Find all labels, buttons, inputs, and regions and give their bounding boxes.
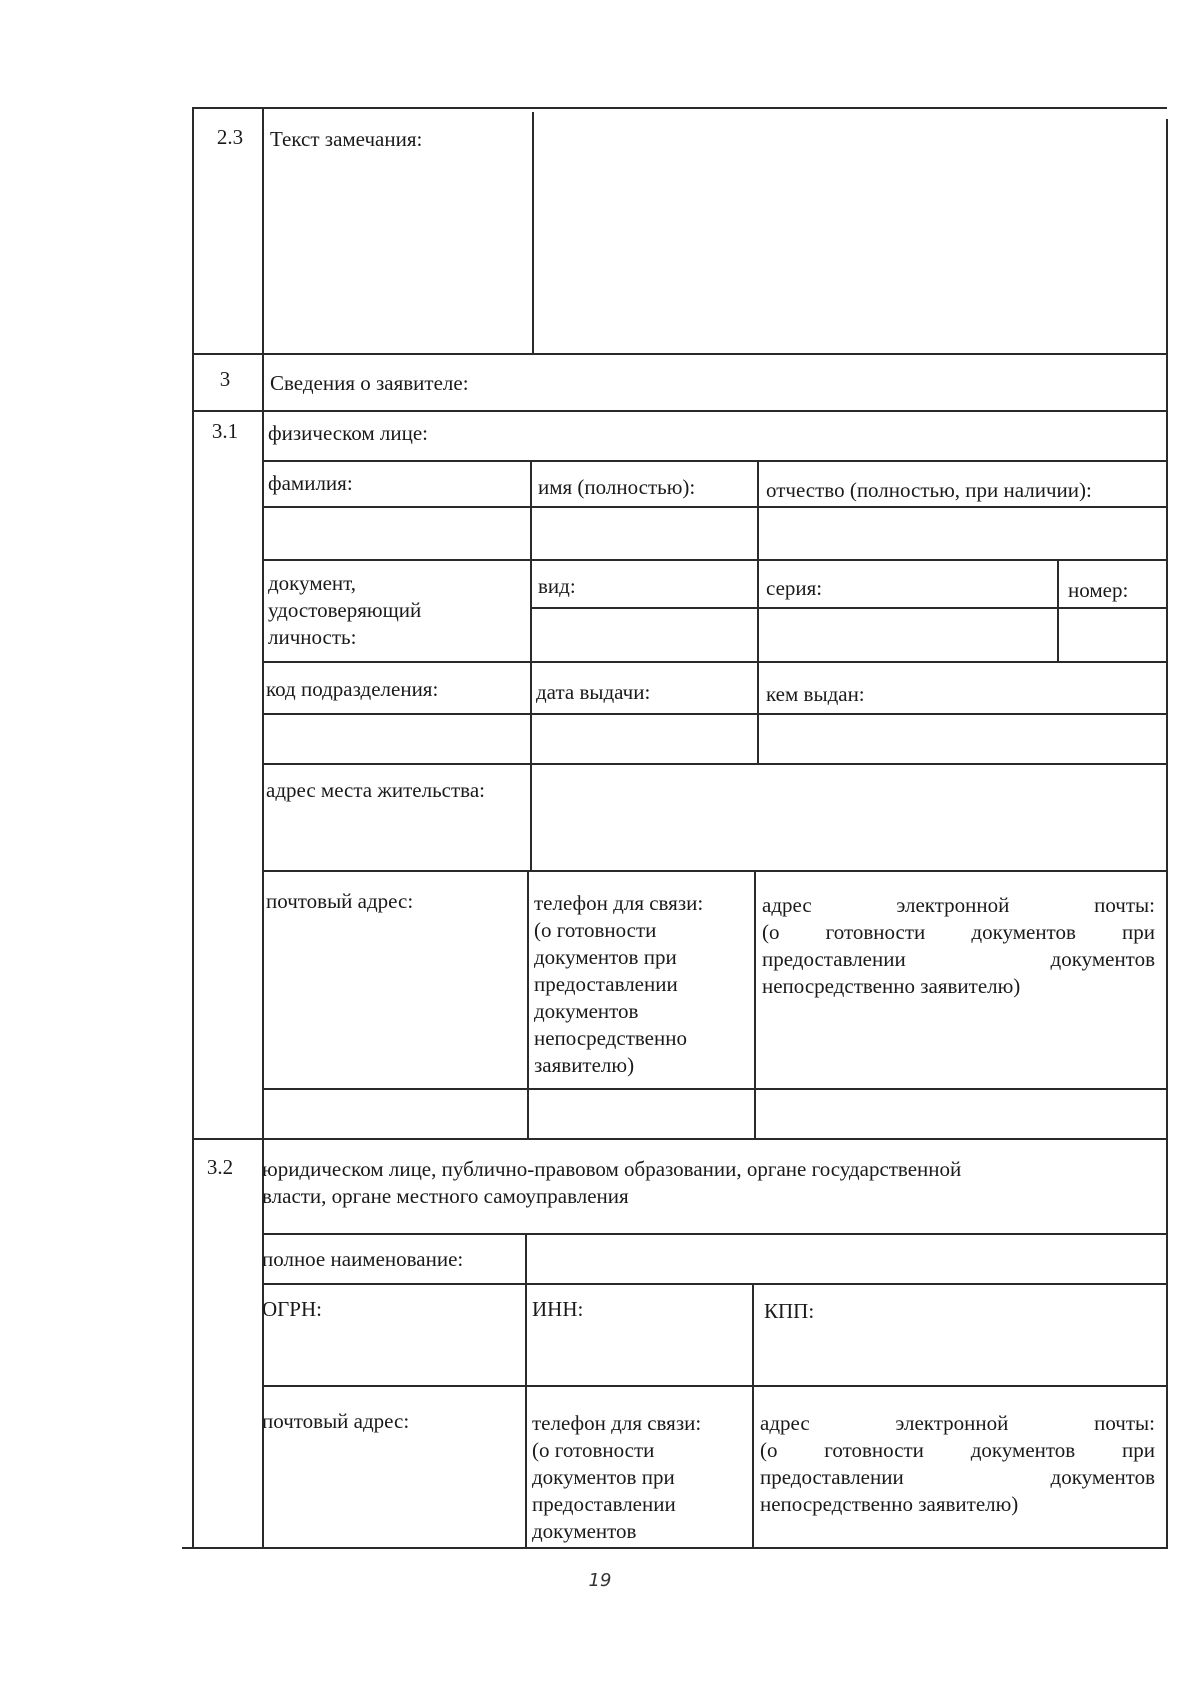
phone-line: телефон для связи: bbox=[532, 1411, 702, 1435]
divider bbox=[525, 1233, 527, 1547]
phone-field[interactable] bbox=[529, 1090, 753, 1137]
full-name-label: полное наименование: bbox=[262, 1247, 464, 1271]
email-label bbox=[762, 892, 1155, 1000]
email-word: документов bbox=[1050, 1465, 1155, 1489]
email-word: (о bbox=[760, 1438, 778, 1462]
postal-address-field[interactable] bbox=[264, 1090, 526, 1137]
patronymic-field[interactable] bbox=[759, 508, 1165, 558]
full-name-field[interactable] bbox=[528, 1235, 1165, 1282]
divider bbox=[262, 559, 1167, 561]
divider bbox=[192, 410, 1167, 412]
phone-line: документов при bbox=[532, 1465, 675, 1489]
phone-line: предоставлении bbox=[532, 1492, 676, 1516]
legal-entity-line: власти, органе местного самоуправления bbox=[262, 1184, 629, 1208]
first-name-field[interactable] bbox=[532, 508, 756, 558]
id-document-line: документ, bbox=[268, 571, 357, 595]
id-document-label bbox=[268, 570, 421, 651]
postal-address-label: почтовый адрес: bbox=[266, 889, 414, 913]
phone-line: заявителю) bbox=[534, 1053, 635, 1077]
email-word: (о bbox=[762, 920, 780, 944]
table-border-bottom bbox=[182, 1547, 1167, 1549]
divider bbox=[752, 1283, 754, 1547]
phone-line: документов при bbox=[534, 945, 677, 969]
inn-label: ИНН: bbox=[532, 1297, 584, 1321]
surname-label: фамилия: bbox=[268, 471, 353, 495]
phone-line: непосредственно bbox=[534, 1026, 687, 1050]
id-document-line: удостоверяющий bbox=[268, 598, 422, 622]
issue-date-label: дата выдачи: bbox=[536, 680, 651, 704]
id-document-line: личность: bbox=[268, 625, 357, 649]
doc-series-field[interactable] bbox=[759, 609, 1056, 660]
table-border-right bbox=[1166, 119, 1168, 1549]
phone-line: предоставлении bbox=[534, 972, 678, 996]
email-word: готовности bbox=[825, 920, 926, 944]
phone-line: телефон для связи: bbox=[534, 891, 704, 915]
row-number-2-3: 2.3 bbox=[216, 125, 244, 149]
phone-line: (о готовности bbox=[532, 1438, 655, 1462]
email-word: документов bbox=[970, 1438, 1076, 1462]
email-word: документов bbox=[1050, 947, 1155, 971]
email-word: при bbox=[1122, 920, 1155, 944]
kpp-label: КПП: bbox=[764, 1299, 815, 1323]
postal-address-label: почтовый адрес: bbox=[262, 1409, 410, 1433]
doc-type-field[interactable] bbox=[532, 609, 756, 660]
row-number-3-2: 3.2 bbox=[206, 1155, 234, 1179]
divider bbox=[262, 1283, 1167, 1285]
phone-line: документов bbox=[534, 999, 639, 1023]
doc-series-label: серия: bbox=[766, 576, 823, 600]
email-word: предоставлении bbox=[760, 1465, 904, 1489]
email-field[interactable] bbox=[756, 1090, 1165, 1137]
remark-text-field[interactable] bbox=[534, 114, 1164, 352]
legal-entity-label bbox=[262, 1156, 961, 1210]
email-line: непосредственно заявителю) bbox=[760, 1492, 1019, 1516]
doc-number-label: номер: bbox=[1068, 578, 1129, 602]
email-word: адрес bbox=[760, 1411, 810, 1435]
email-word: адрес bbox=[762, 893, 812, 917]
doc-number-field[interactable] bbox=[1059, 609, 1165, 660]
email-word: предоставлении bbox=[762, 947, 906, 971]
residence-address-label: адрес места жительства: bbox=[266, 778, 485, 802]
ogrn-label: ОГРН: bbox=[262, 1297, 322, 1321]
issued-by-field[interactable] bbox=[759, 715, 1165, 762]
email-word: при bbox=[1122, 1438, 1155, 1462]
email-word: почты: bbox=[1094, 893, 1155, 917]
table-border-left bbox=[192, 107, 194, 1547]
page-number: 19 bbox=[588, 1570, 612, 1591]
email-word: электронной bbox=[895, 1411, 1009, 1435]
email-word: документов bbox=[971, 920, 1076, 944]
division-code-field[interactable] bbox=[264, 715, 529, 762]
legal-entity-line: юридическом лице, публично-правовом образовании, органе государственной bbox=[262, 1157, 962, 1181]
patronymic-label: отчество (полностью, при наличии): bbox=[766, 478, 1092, 502]
divider bbox=[192, 353, 1167, 355]
table-border-top bbox=[192, 107, 1167, 109]
email-word: готовности bbox=[824, 1438, 924, 1462]
divider bbox=[192, 1138, 1167, 1140]
issue-date-field[interactable] bbox=[532, 715, 756, 762]
issued-by-label: кем выдан: bbox=[766, 682, 865, 706]
number-column-divider bbox=[262, 107, 264, 1547]
email-line: непосредственно заявителю) bbox=[762, 974, 1021, 998]
applicant-info-label: Сведения о заявителе: bbox=[270, 371, 469, 395]
divider bbox=[262, 870, 1167, 872]
email-word: электронной bbox=[896, 893, 1010, 917]
first-name-label: имя (полностью): bbox=[538, 475, 696, 499]
division-code-label: код подразделения: bbox=[266, 677, 439, 701]
email-word: почты: bbox=[1094, 1411, 1155, 1435]
phone-label bbox=[532, 1410, 701, 1545]
divider bbox=[262, 1385, 1167, 1387]
divider bbox=[262, 661, 1167, 663]
phone-label bbox=[534, 890, 703, 1079]
individual-label: физическом лице: bbox=[268, 421, 428, 445]
email-label bbox=[760, 1410, 1155, 1518]
residence-address-field[interactable] bbox=[532, 765, 1165, 869]
phone-line: документов bbox=[532, 1519, 637, 1543]
doc-type-label: вид: bbox=[538, 574, 576, 598]
divider bbox=[262, 460, 1167, 462]
phone-line: (о готовности bbox=[534, 918, 657, 942]
row-number-3: 3 bbox=[219, 367, 231, 391]
row-number-3-1: 3.1 bbox=[211, 419, 239, 443]
remark-text-label: Текст замечания: bbox=[270, 127, 423, 151]
surname-field[interactable] bbox=[264, 508, 529, 558]
